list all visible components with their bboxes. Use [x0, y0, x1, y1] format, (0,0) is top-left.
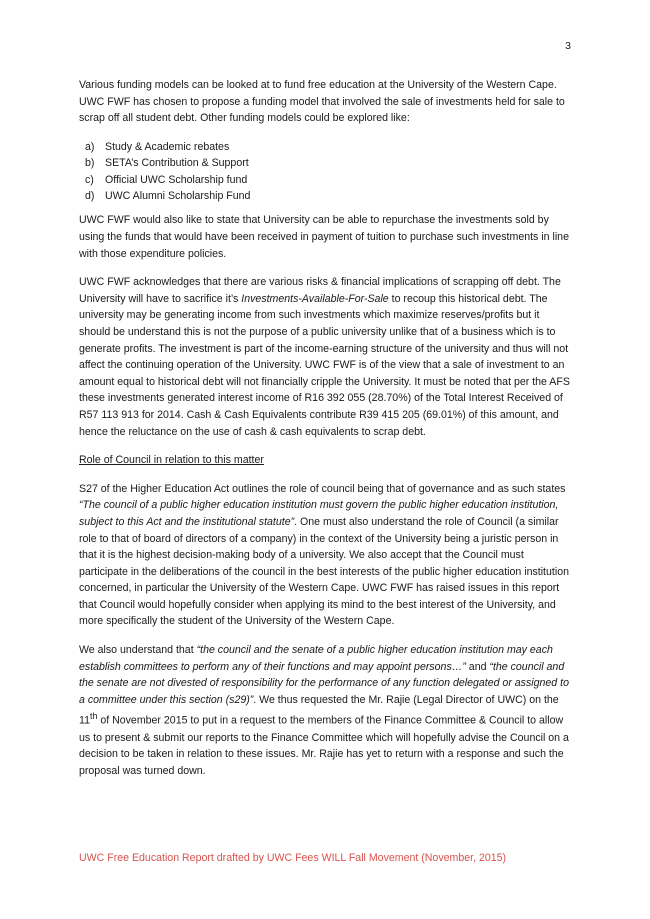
risks-paragraph: [79, 274, 571, 440]
repurchase-paragraph: UWC FWF would also like to state that University can be able to repurchase the investments sold by using the funds that would have been received in payment of tuition to purchase such investments in line with those expenditure policies.: [79, 214, 569, 260]
list-marker: a): [85, 140, 95, 153]
committees-paragraph: [79, 642, 571, 779]
list-item: [79, 172, 571, 188]
committees-quote-2: “the council and the senate are not divested of responsibility for the performance of any function delegated or assigned to a committee under this section (s29)”: [79, 660, 569, 706]
council-quote: “The council of a public higher education institution must govern the public higher education institution, subject to this Act and the institutional statute”: [79, 499, 559, 528]
council-paragraph: [79, 481, 571, 630]
committees-text-c: . We thus requested the Mr. Rajie (Legal Director of UWC) on the 11: [79, 693, 559, 727]
committees-text-b: and: [465, 660, 490, 673]
list-item: [79, 155, 571, 171]
risks-text-b: to recoup this historical debt. The university may be generating income from such investments which maximize reserves/profits but it should be understand this is not the purpose of a public university unlike that of a business which is to generate profits. The investment is part of the income-earning structure of the university and thus will not affect the continuing operation of the University. UWC FWF is of the view that a sale of investment to an amount equal to historical debt will not financially cripple the University. It must be noted that per the AFS these investments generated interest income of R16 392 055 (28.70%) of the Total Interest Received of R57 113 913 for 2014. Cash & Cash Equivalents contribute R39 415 205 (69.01%) of this amount, and hence the reluctance on the use of cash & cash equivalents to scrap debt.: [79, 292, 570, 438]
intro-paragraph: Various funding models can be looked at to fund free education at the University of the Western Cape. UWC FWF has chosen to propose a funding model that involved the sale of investments held for sale to scrap off all student debt. Other funding models could be explored like:: [79, 79, 565, 125]
risks-text-a: UWC FWF acknowledges that there are various risks & financial implications of scrapping off debt. The University will have to sacrifice it’s: [79, 276, 561, 305]
list-item-text: Study & Academic rebates: [105, 140, 230, 153]
committees-text-a: We also understand that: [79, 644, 197, 657]
document-body: [79, 77, 571, 791]
list-item: [79, 139, 571, 155]
list-item-text: SETA’s Contribution & Support: [105, 157, 249, 170]
committees-text-d: of November 2015 to put in a request to the members of the Finance Committee & Council to allow us to present & submit our reports to the Finance Committee which will hopefully advise the Council on a decision to be taken in relation to these issues. Mr. Rajie has yet to return with a response and such the proposal was turned down.: [79, 714, 569, 777]
list-marker: d): [85, 190, 95, 202]
list-marker: b): [85, 157, 95, 170]
list-item: [79, 188, 571, 204]
funding-models-list: [79, 139, 571, 205]
committees-quote-1: “the council and the senate of a public higher education institution may each establish committees to perform any of their functions and may appoint persons…”: [79, 644, 553, 673]
page-number: 3: [565, 40, 571, 52]
list-item-text: UWC Alumni Scholarship Fund: [105, 190, 251, 202]
list-marker: c): [85, 173, 94, 186]
list-item-text: Official UWC Scholarship fund: [105, 173, 248, 186]
council-text-b: . One must also understand the role of Council (a similar role to that of board of directors of a company) in the context of the University being a juristic person in that it is the highest decision-making body of a university. We also accept that the Council must participate in the deliberations of the council in the best interests of the public higher education institution concerned, in particular the University of the Western Cape. UWC FWF has raised issues in this report that Council would hopefully consider when applying its mind to the best interest of the University, and more specifically the student of the University of the Western Cape.: [79, 515, 569, 628]
section-heading: Role of Council in relation to this matter: [79, 454, 264, 467]
ordinal-suffix: th: [90, 711, 98, 722]
page-footer: UWC Free Education Report drafted by UWC Fees WILL Fall Movement (November, 2015): [79, 852, 507, 864]
council-text-a: S27 of the Higher Education Act outlines the role of council being that of governance and as such states: [79, 482, 566, 495]
risks-italic: Investments-Available-For-Sale: [241, 292, 389, 305]
